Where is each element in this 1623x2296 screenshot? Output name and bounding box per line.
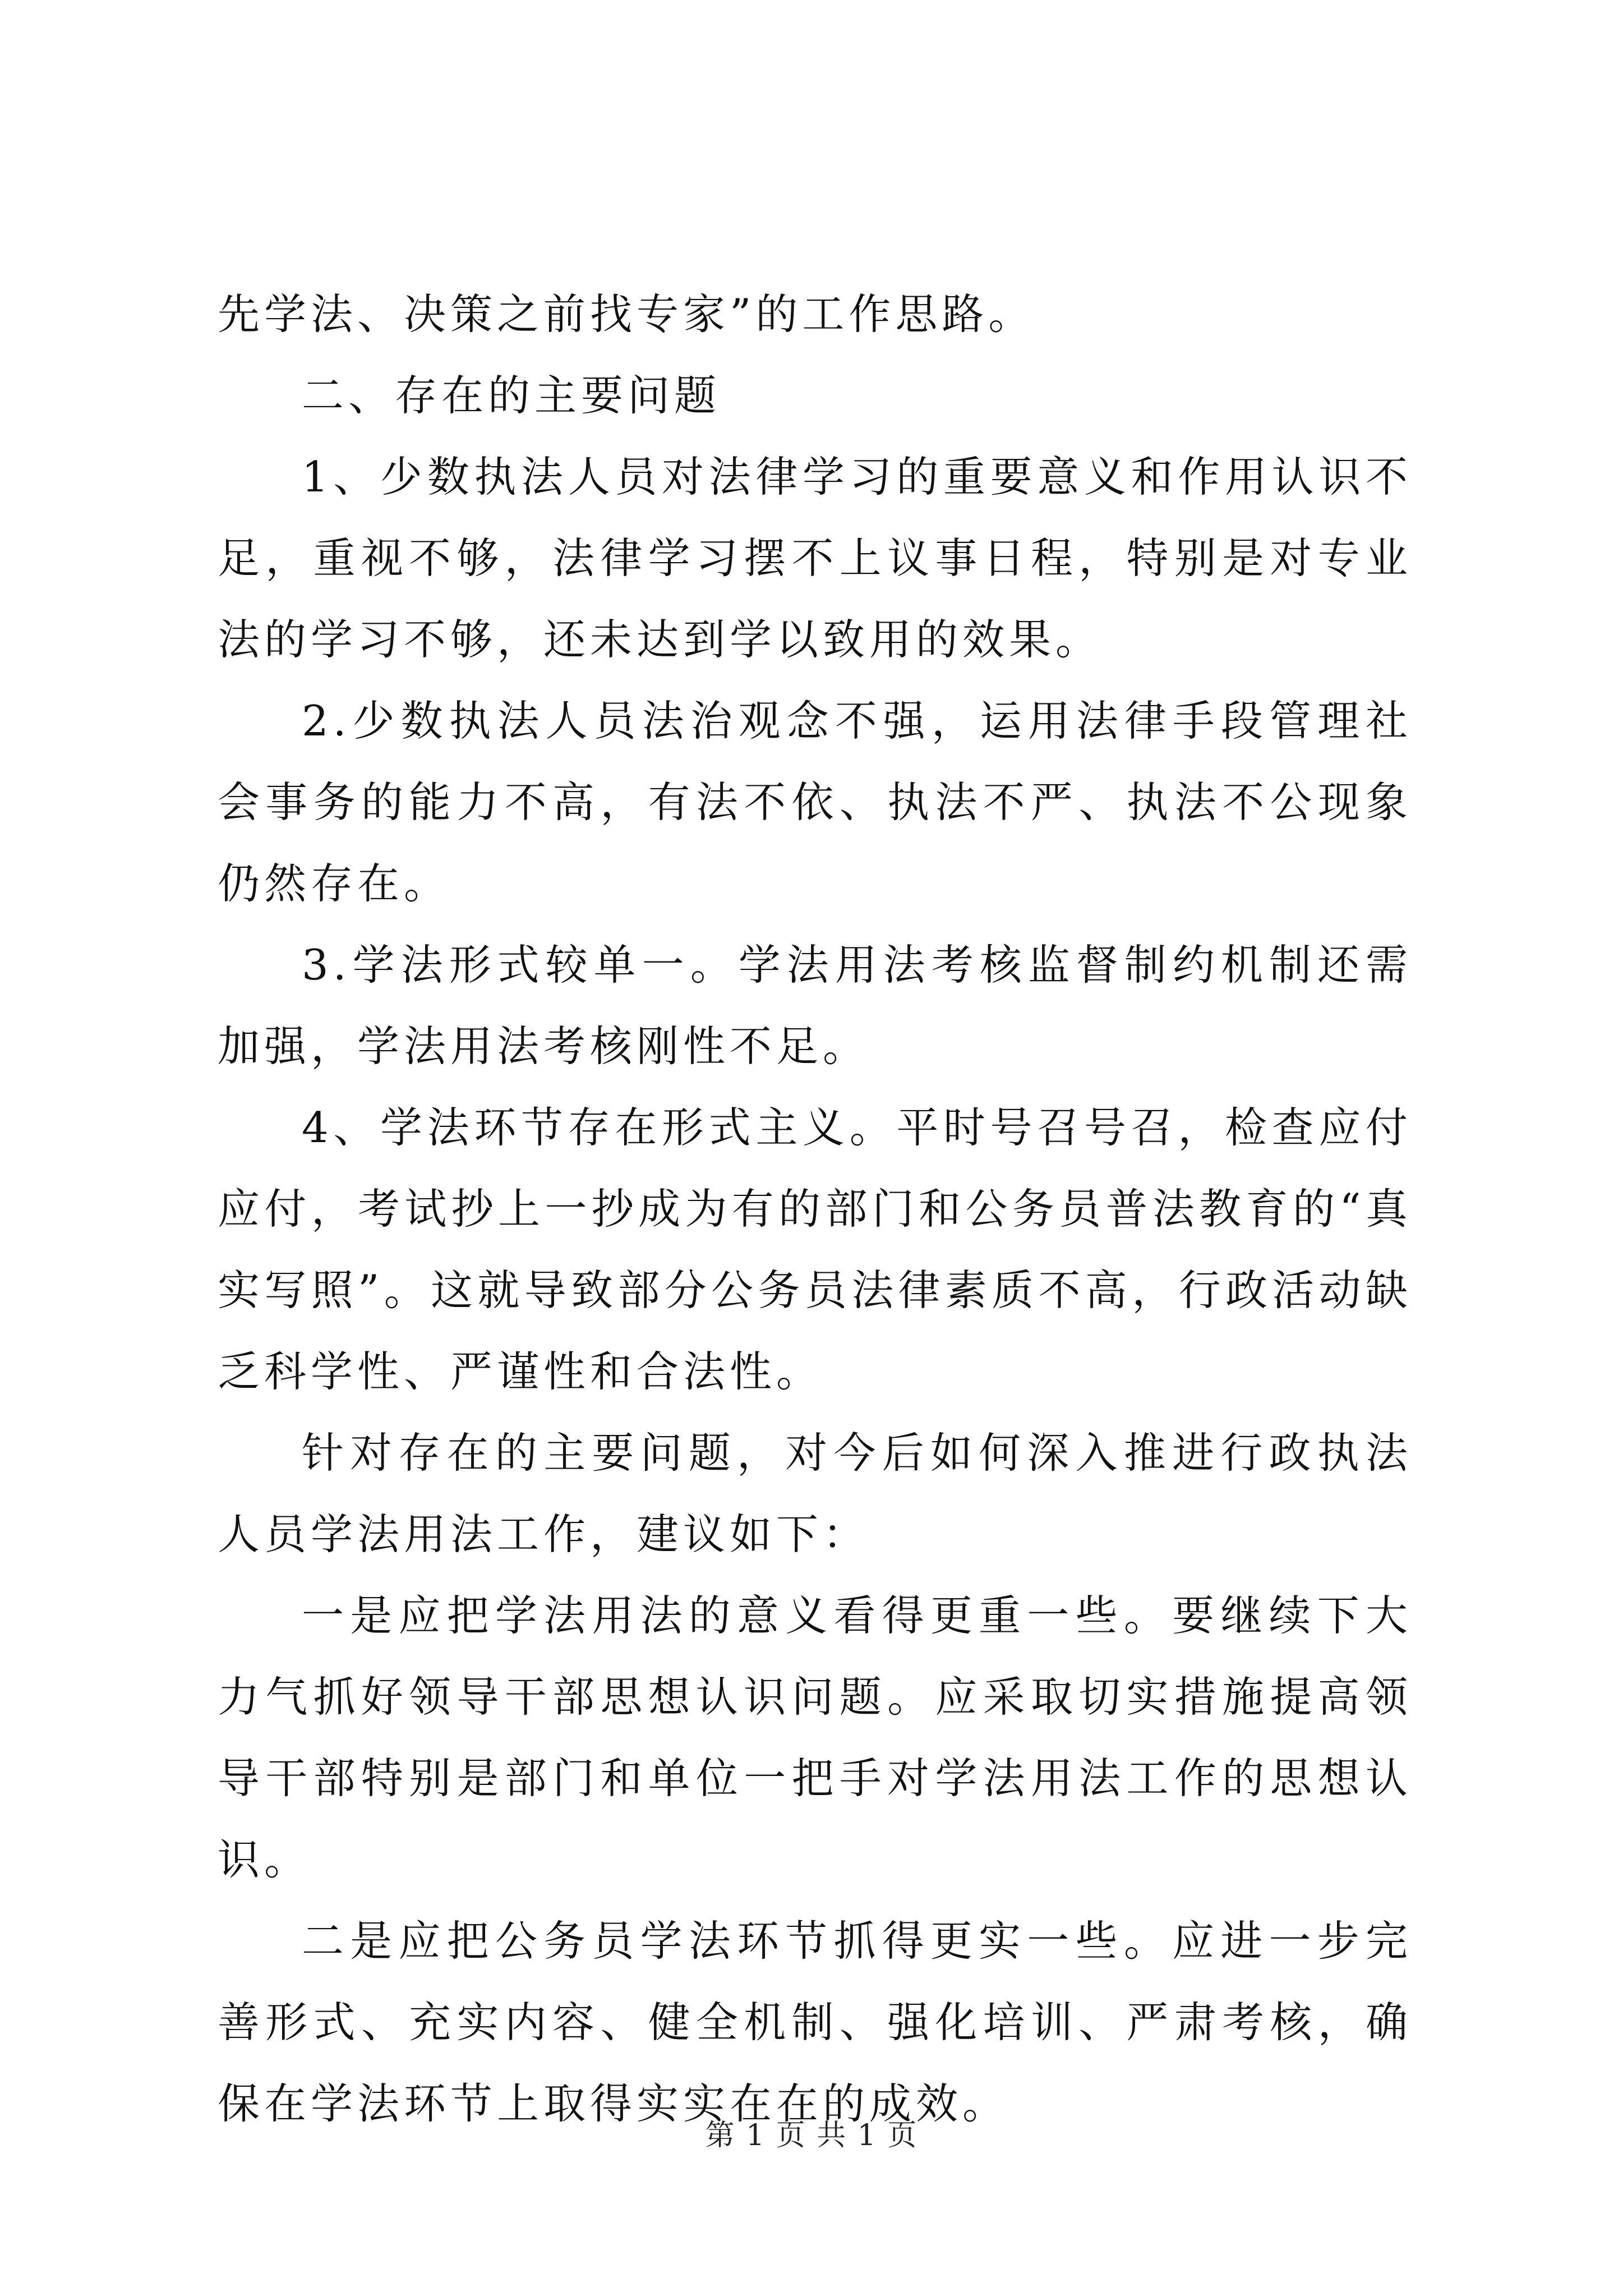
paragraph-suggestion-2: 二是应把公务员学法环节抓得更实一些。应进一步完善形式、充实内容、健全机制、强化培训、严肃考核，确保在学法环节上取得实实在在的成效。 [218,1916,1412,2128]
section-heading: 二、存在的主要问题 [302,371,721,420]
paragraph-problem-3: 3.学法形式较单一。学法用法考核监督制约机制还需加强，学法用法考核刚性不足。 [218,940,1412,1071]
document-body [218,274,1412,2145]
paragraph-continuation: 先学法、决策之前找专家”的工作思路。 [218,289,1035,339]
paragraph-problem-1: 1、少数执法人员对法律学习的重要意义和作用认识不足，重视不够，法律学习摆不上议事日程，特别是对专业法的学习不够，还未达到学以致用的效果。 [218,452,1412,664]
paragraph-suggestion-1: 一是应把学法用法的意义看得更重一些。要继续下大力气抓好领导干部思想认识问题。应采取切实措施提高领导干部特别是部门和单位一把手对学法用法工作的思想认识。 [218,1591,1412,1884]
paragraph-suggestion-intro: 针对存在的主要问题，对今后如何深入推进行政执法人员学法用法工作，建议如下： [218,1428,1412,1559]
paragraph-problem-4: 4、学法环节存在形式主义。平时号召号召，检查应付应付，考试抄上一抄成为有的部门和公务员普法教育的“真实写照”。这就导致部分公务员法律素质不高，行政活动缺乏科学性、严谨性和合法性。 [218,1103,1412,1396]
paragraph-problem-2: 2.少数执法人员法治观念不强，运用法律手段管理社会事务的能力不高，有法不依、执法不严、执法不公现象仍然存在。 [218,696,1412,908]
page-number-footer: 第 1 页 共 1 页 [705,2119,918,2152]
